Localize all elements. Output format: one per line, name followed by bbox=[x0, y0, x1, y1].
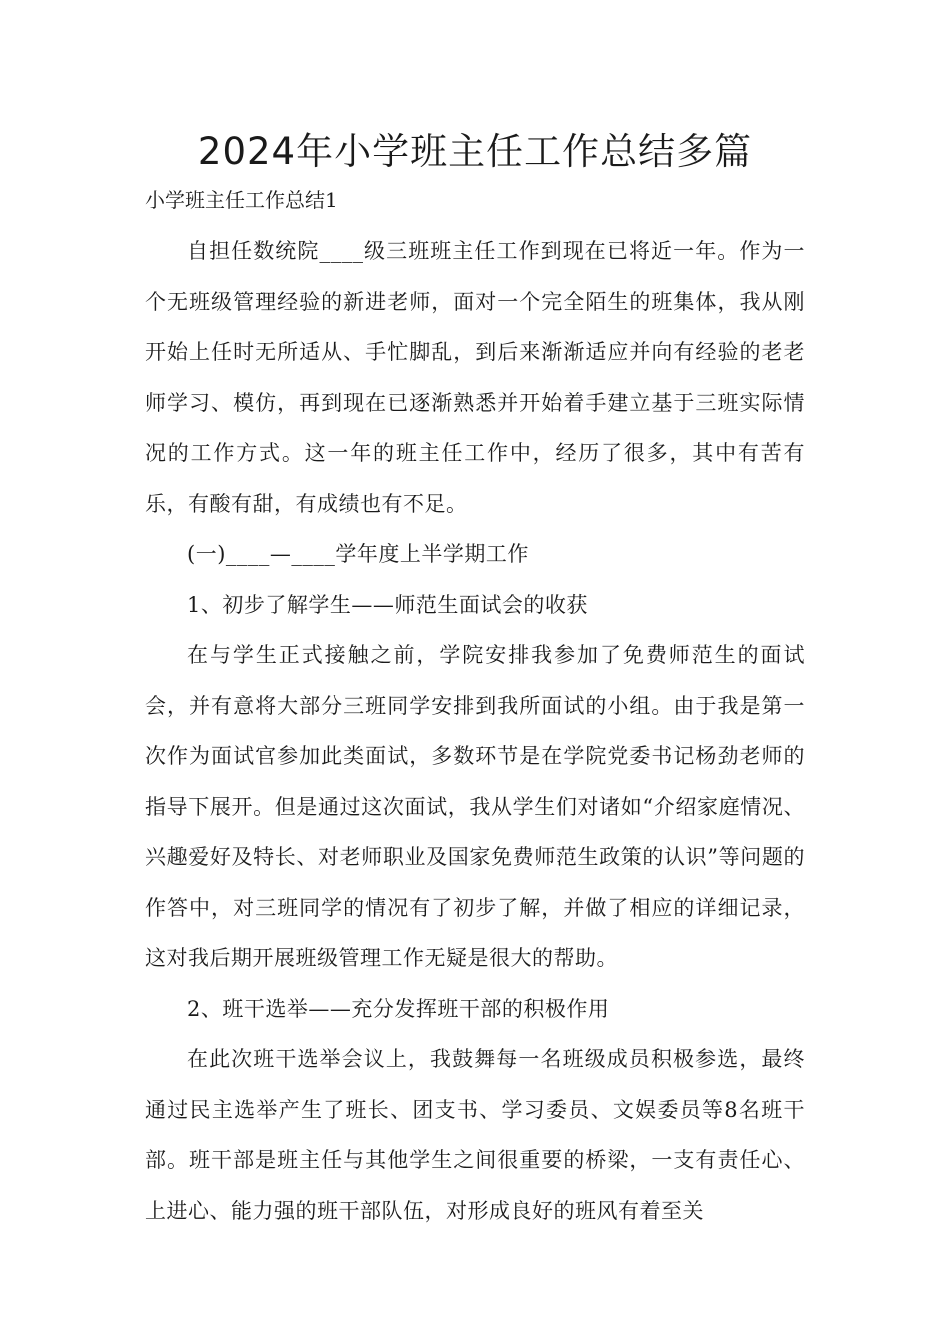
paragraph-interview: 在与学生正式接触之前，学院安排我参加了免费师范生的面试会，并有意将大部分三班同学安排到我所面试的小组。由于我是第一次作为面试官参加此类面试，多数环节是在学院党委书记杨劲老师的指导下展开。但是通过这次面试，我从学生们对诸如“介绍家庭情况、兴趣爱好及特长、对老师职业及国家免费师范生政策的认识”等问题的作答中，对三班同学的情况有了初步了解，并做了相应的详细记录，这对我后期开展班级管理工作无疑是很大的帮助。 bbox=[145, 643, 805, 970]
heading-understand-students: 1、初步了解学生——师范生面试会的收获 bbox=[187, 592, 588, 617]
section-subtitle: 小学班主任工作总结1 bbox=[145, 188, 338, 212]
heading-semester: (一)____—____学年度上半学期工作 bbox=[187, 542, 529, 566]
document-body bbox=[145, 226, 805, 1236]
document-title: 2024年小学班主任工作总结多篇 bbox=[197, 130, 753, 173]
heading-class-election: 2、班干选举——充分发挥班干部的积极作用 bbox=[187, 996, 610, 1021]
paragraph-intro: 自担任数统院____级三班班主任工作到现在已将近一年。作为一个无班级管理经验的新进老师，面对一个完全陌生的班集体，我从刚开始上任时无所适从、手忙脚乱，到后来渐渐适应并向有经验的老老师学习、模仿，再到现在已逐渐熟悉并开始着手建立基于三班实际情况的工作方式。这一年的班主任工作中，经历了很多，其中有苦有乐，有酸有甜，有成绩也有不足。 bbox=[145, 239, 805, 516]
paragraph-election: 在此次班干选举会议上，我鼓舞每一名班级成员积极参选，最终通过民主选举产生了班长、团支书、学习委员、文娱委员等8名班干部。班干部是班主任与其他学生之间很重要的桥梁，一支有责任心、上进心、能力强的班干部队伍，对形成良好的班风有着至关 bbox=[145, 1047, 805, 1223]
